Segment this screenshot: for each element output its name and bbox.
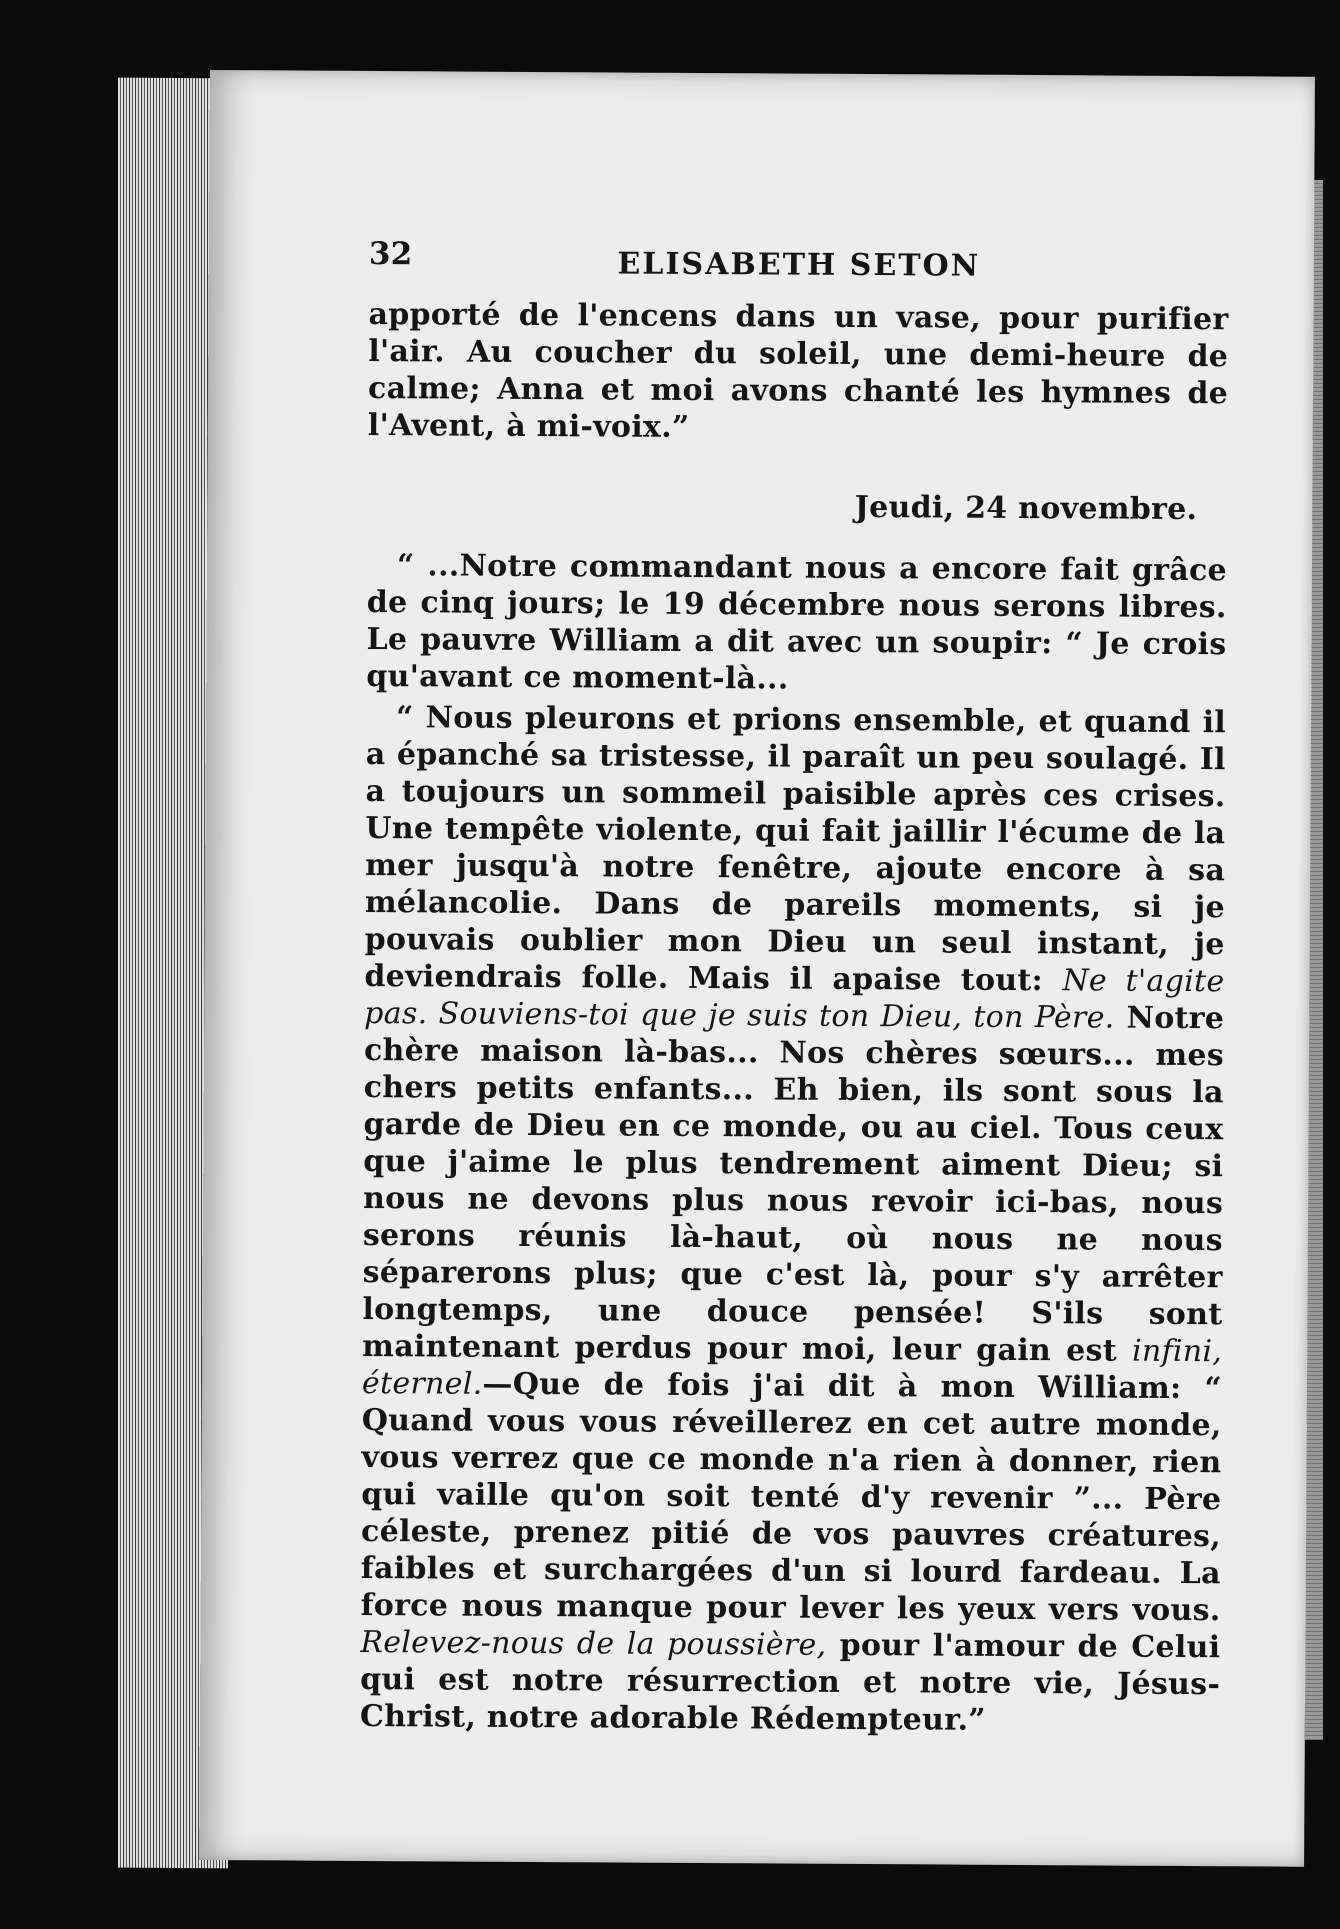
page-content: [360, 236, 1229, 1740]
paragraph-3-italic-3: Relevez-nous de la poussière,: [360, 1624, 827, 1663]
page-number: 32: [368, 235, 413, 273]
paragraph-3-part-b: Notre chère maison là-bas... Nos chères sœurs... mes chers petits enfants... Eh bien, ils sont sous la garde de Dieu en ce monde, ou au ciel. Tous ceux que j'aime le plus tendrement aiment Dieu; si nous ne devons plus nous revoir ici-bas, nous serons réunis là-haut, où nous ne nous séparerons plus; que c'est là, pour s'y arrêter longtemps, une douce pensée! S'ils sont maintenant perdus pour moi, leur gain est: [362, 1000, 1225, 1369]
paragraph-2: “ ...Notre commandant nous a encore fait grâce de cinq jours; le 19 décembre nous serons libres. Le pauvre William a dit avec un soupir: “ Je crois qu'avant ce moment-là...: [366, 548, 1228, 697]
paragraph-3-part-c: —Que de fois j'ai dit à mon William: “ Quand vous vous réveillerez en cet autre monde, vous verrez que ce monde n'a rien à donner, rien qui vaille qu'on soit tenté d'y revenir ”... Père céleste, prenez pitié de vos pauvres créatures, faibles et surchargées d'un si lourd fardeau. La force nous manque pour lever les yeux vers vous.: [360, 1366, 1223, 1629]
dateline: Jeudi, 24 novembre.: [854, 489, 1198, 528]
page-sheet: [199, 70, 1315, 1867]
running-title: ELISABETH SETON: [617, 246, 981, 284]
page-header: [369, 236, 1229, 301]
paragraph-3-italic-2: infini, éternel.: [361, 1333, 1223, 1402]
paragraph-3-italic-1: Ne t'agite pas. Souviens-toi que je suis ton Dieu, ton Père.: [364, 963, 1225, 1036]
paragraph-3-part-a: “ Nous pleurons et prions ensemble, et quand il a épanché sa tristesse, il paraît un peu soulagé. Il a toujours un sommeil paisible après ces crises. Une tempête violente, qui fait jaillir l'écume de la mer jusqu'à notre fenêtre, ajoute encore à sa mélancolie. Dans de pareils moments, si je pouvais oublier mon Dieu un seul instant, je deviendrais folle. Mais il apaise tout:: [364, 700, 1227, 999]
paragraph-1: apporté de l'encens dans un vase, pour purifier l'air. Au coucher du soleil, une demi-heure de calme; Anna et moi avons chanté les hymnes de l'Avent, à mi-voix.”: [367, 296, 1229, 445]
paragraph-3: [360, 699, 1226, 1740]
paragraph-3-part-d: pour l'amour de Celui qui est notre résurrection et notre vie, Jésus-Christ, notre adorable Rédempteur.”: [359, 1627, 1221, 1738]
